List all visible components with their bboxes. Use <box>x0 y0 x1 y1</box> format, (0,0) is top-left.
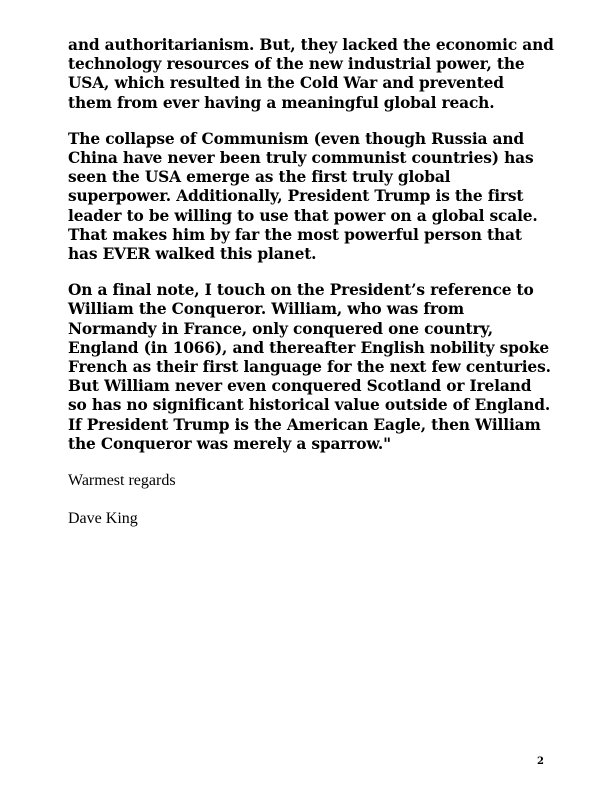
text-line: That makes him by far the most powerful person that <box>68 225 522 244</box>
document-page <box>68 36 554 547</box>
text-line: leader to be willing to use that power on a global scale. <box>68 206 538 225</box>
closing-salutation: Warmest regards <box>68 472 176 490</box>
text-line: Normandy in France, only conquered one country, <box>68 319 493 338</box>
text-line: seen the USA emerge as the first truly global <box>68 168 451 187</box>
text-line: the Conqueror was merely a sparrow." <box>68 434 391 453</box>
text-line: has EVER walked this planet. <box>68 245 317 264</box>
paragraph-william-conqueror <box>68 281 551 454</box>
text-line: superpower. Additionally, President Trump is the first <box>68 187 524 206</box>
text-line: USA, which resulted in the Cold War and prevented <box>68 74 504 93</box>
paragraph-superpower <box>68 130 548 264</box>
text-line: and authoritarianism. But, they lacked the economic and <box>68 36 554 54</box>
page-number: 2 <box>537 756 544 767</box>
signature-name: Dave King <box>68 510 138 528</box>
text-line: China have never been truly communist countries) has <box>68 149 534 168</box>
text-line: On a final note, I touch on the President’s reference to <box>68 281 534 300</box>
text-line: If President Trump is the American Eagle, then William <box>68 415 541 434</box>
text-line: so has no significant historical value outside of England. <box>68 396 551 415</box>
text-line: technology resources of the new industrial power, the <box>68 55 525 74</box>
paragraph-cold-war <box>68 36 554 113</box>
text-line: them from ever having a meaningful global reach. <box>68 93 495 112</box>
text-line: England (in 1066), and thereafter English nobility spoke <box>68 338 550 357</box>
text-line: French as their first language for the next few centuries. <box>68 358 551 377</box>
text-line: The collapse of Communism (even though Russia and <box>68 129 525 148</box>
text-line: William the Conqueror. William, who was from <box>68 300 465 319</box>
text-line: But William never even conquered Scotland or Ireland <box>68 377 532 396</box>
